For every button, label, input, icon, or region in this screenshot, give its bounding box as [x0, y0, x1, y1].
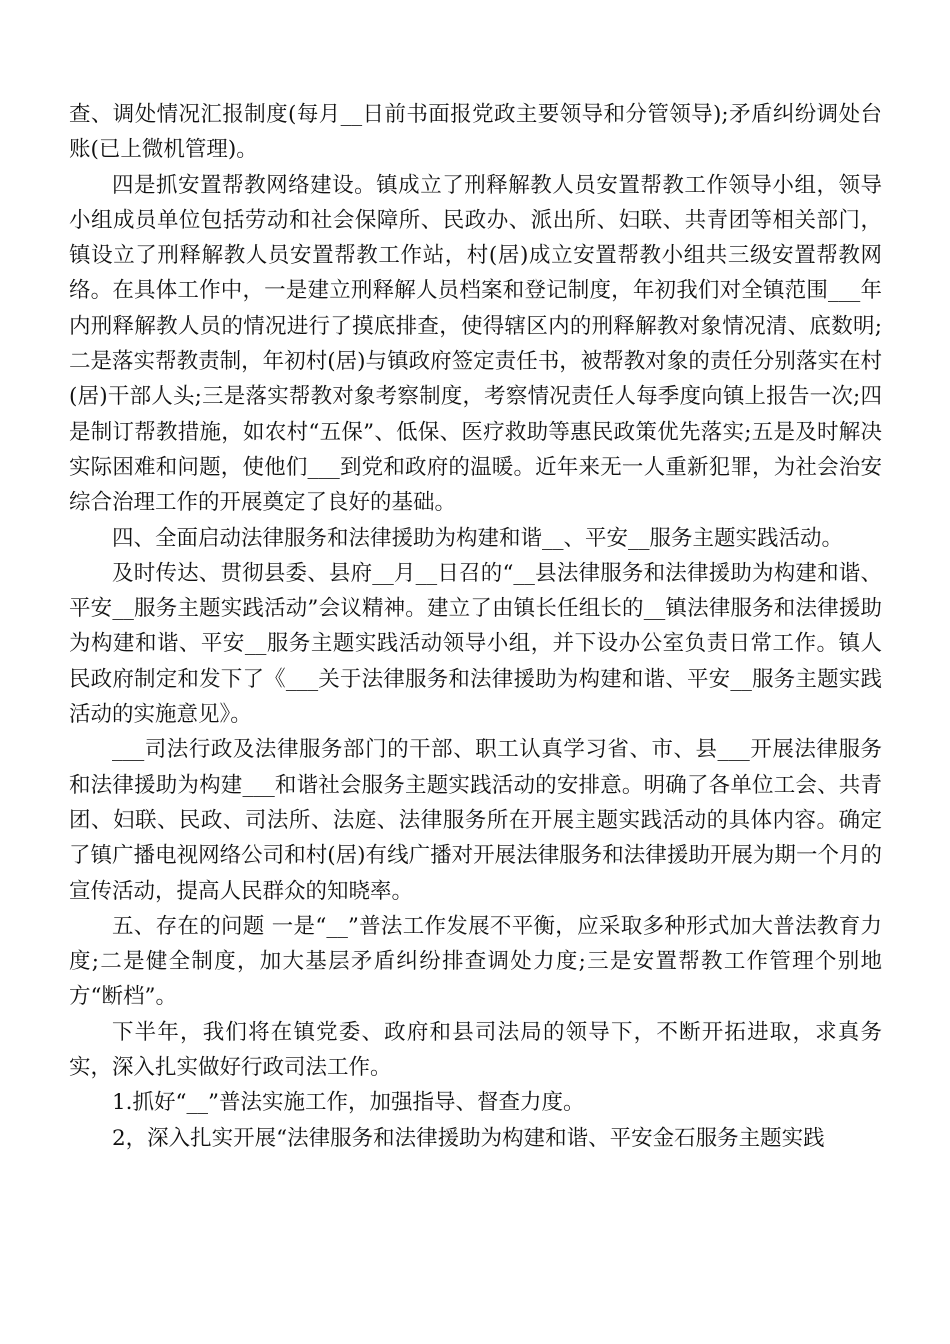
heading-section-four: 四、全面启动法律服务和法律援助为构建和谐__、平安__服务主题实践活动。: [112, 525, 844, 551]
list-item-1: 1.抓好“__”普法实施工作，加强指导、督查力度。: [112, 1090, 585, 1116]
list-item-2: 2，深入扎实开展“法律服务和法律援助为构建和谐、平安金石服务主题实践: [112, 1125, 825, 1151]
paragraph-continued: 查、调处情况汇报制度(每月__日前书面报党政主要领导和分管领导);矛盾纠纷调处台账(已上微机管理)。: [69, 102, 882, 163]
paragraph-resettlement-network: 四是抓安置帮教网络建设。镇成立了刑释解教人员安置帮教工作领导小组，领导小组成员单位包括劳动和社会保障所、民政办、派出所、妇联、共青团等相关部门，镇设立了刑释解教人员安置帮教工作站，村(居)成立安置帮教小组共三级安置帮教网络。在具体工作中，一是建立刑释解人员档案和登记制度，年初我们对全镇范围___年内刑释解教人员的情况进行了摸底排查，使得辖区内的刑释解教对象情况清、底数明;二是落实帮教责制，年初村(居)与镇政府签定责任书，被帮教对象的责任分别落实在村(居)干部人头;三是落实帮教对象考察制度，考察情况责任人每季度向镇上报告一次;四是制订帮教措施，如农村“五保”、低保、医疗救助等惠民政策优先落实;五是及时解决实际困难和问题，使他们___到党和政府的温暖。近年来无一人重新犯罪，为社会治安综合治理工作的开展奠定了良好的基础。: [69, 172, 882, 516]
paragraph-existing-problems: 五、存在的问题 一是“__”普法工作发展不平衡，应采取多种形式加大普法教育力度;二是健全制度，加大基层矛盾纠纷排查调处力度;三是安置帮教工作管理个别地方“断档”。: [69, 913, 882, 1010]
document-page: [69, 97, 882, 1156]
paragraph-second-half-plan: 下半年，我们将在镇党委、政府和县司法局的领导下，不断开拓进取，求真务实，深入扎实做好行政司法工作。: [69, 1019, 882, 1081]
paragraph-meeting-spirit: 及时传达、贯彻县委、县府__月__日召的“__县法律服务和法律援助为构建和谐、平安__服务主题实践活动”会议精神。建立了由镇长任组长的__镇法律服务和法律援助为构建和谐、平安__服务主题实践活动领导小组，并下设办公室负责日常工作。镇人民政府制定和发下了《___关于法律服务和法律援助为构建和谐、平安__服务主题实践活动的实施意见》。: [69, 560, 882, 728]
paragraph-study-arrangement: ___司法行政及法律服务部门的干部、职工认真学习省、市、县___开展法律服务和法律援助为构建___和谐社会服务主题实践活动的安排意。明确了各单位工会、共青团、妇联、民政、司法所、法庭、法律服务所在开展主题实践活动的具体内容。确定了镇广播电视网络公司和村(居)有线广播对开展法律服务和法律援助开展为期一个月的宣传活动，提高人民群众的知晓率。: [69, 737, 882, 904]
